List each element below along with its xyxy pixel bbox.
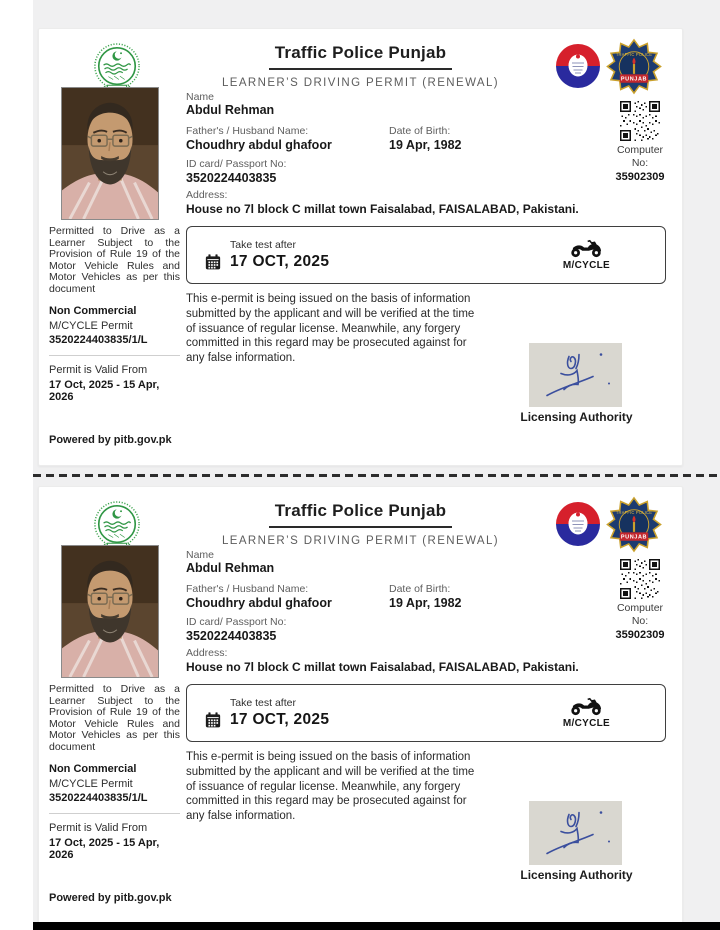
permit-type: M/CYCLE Permit xyxy=(49,319,133,332)
idcard-value: 3520224403835 xyxy=(186,629,277,643)
address-label: Address: xyxy=(186,647,228,659)
validity-label: Permit is Valid From xyxy=(49,363,148,376)
permit-category: Non Commercial xyxy=(49,304,137,317)
disclaimer-text: This e-permit is being issued on the basis of information submitted by the applicant and will be verified at the time of issuance of regular license. Meanwhile, any forgery committed in this regard may be prosecuted against for any false information. xyxy=(186,293,475,365)
idcard-value: 3520224403835 xyxy=(186,171,277,185)
test-info-box xyxy=(186,684,666,742)
calendar-icon xyxy=(205,254,221,270)
photo xyxy=(61,545,159,678)
badge-punjab-text: PUNJAB xyxy=(620,534,648,541)
dob-label: Date of Birth: xyxy=(389,583,451,595)
page-subtitle: LEARNER’S DRIVING PERMIT (RENEWAL) xyxy=(222,77,499,89)
permission-text: Permitted to Drive as a Learner Subject to the Provision of Rule 19 of the Motor Vehicle Rules and Motor Vehicles as per this document xyxy=(49,225,180,295)
father-value: Choudhry abdul ghafoor xyxy=(186,596,332,610)
qr-code xyxy=(620,101,660,141)
badge-punjab-text: PUNJAB xyxy=(620,76,648,83)
disclaimer-text: This e-permit is being issued on the basis of information submitted by the applicant and will be verified at the time of issuance of regular license. Meanwhile, any forgery committed in this regard may be prosecuted against for any false information. xyxy=(186,751,475,823)
page-title: Traffic Police Punjab xyxy=(269,43,452,70)
dob-value: 19 Apr, 1982 xyxy=(389,596,462,610)
vehicle-type: M/CYCLE xyxy=(562,718,610,729)
name-value: Abdul Rehman xyxy=(186,561,275,575)
computer-no-block xyxy=(601,101,679,183)
dashed-separator xyxy=(33,474,720,477)
computer-no-value: 35902309 xyxy=(615,171,665,183)
sidebar-divider xyxy=(49,813,180,814)
page-subtitle: LEARNER’S DRIVING PERMIT (RENEWAL) xyxy=(222,535,499,547)
test-after-label: Take test after xyxy=(230,239,296,251)
validity-label: Permit is Valid From xyxy=(49,821,148,834)
badge-arc-text: TRAFFIC POLICE xyxy=(615,52,653,58)
computer-no-value: 35902309 xyxy=(615,629,665,641)
address-value: House no 7l block C millat town Faisalabad, FAISALABAD, Pakistani. xyxy=(186,660,579,674)
punjab-police-logo-icon xyxy=(555,501,601,547)
dob-label: Date of Birth: xyxy=(389,125,451,137)
father-label: Father's / Husband Name: xyxy=(186,583,309,595)
punjab-police-logo-icon xyxy=(555,43,601,89)
dob-value: 19 Apr, 1982 xyxy=(389,138,462,152)
permit-card xyxy=(38,486,683,924)
sidebar xyxy=(49,226,180,403)
father-label: Father's / Husband Name: xyxy=(186,125,309,137)
validity-range: 17 Oct, 2025 - 15 Apr, 2026 xyxy=(49,378,160,403)
signature-image xyxy=(529,343,622,407)
traffic-police-badge-icon xyxy=(605,496,663,553)
test-date: 17 OCT, 2025 xyxy=(230,711,330,728)
motorcycle-icon xyxy=(570,239,602,258)
permit-number: 3520224403835/1/L xyxy=(49,791,148,804)
test-date: 17 OCT, 2025 xyxy=(230,253,330,270)
permission-text: Permitted to Drive as a Learner Subject to the Provision of Rule 19 of the Motor Vehicle Rules and Motor Vehicles as per this document xyxy=(49,683,180,753)
motorcycle-icon xyxy=(570,697,602,716)
photo xyxy=(61,87,159,220)
licensing-authority-label: Licensing Authority xyxy=(520,868,633,882)
permit-type: M/CYCLE Permit xyxy=(49,777,133,790)
qr-code xyxy=(620,559,660,599)
badge-arc-text: TRAFFIC POLICE xyxy=(615,510,653,516)
bottom-bar xyxy=(33,922,720,930)
permit-card xyxy=(38,28,683,466)
traffic-police-badge-icon xyxy=(605,38,663,95)
card-slot-2 xyxy=(38,486,683,924)
page-title: Traffic Police Punjab xyxy=(269,501,452,528)
powered-by: Powered by pitb.gov.pk xyxy=(49,434,172,446)
sidebar-divider xyxy=(49,355,180,356)
father-value: Choudhry abdul ghafoor xyxy=(186,138,332,152)
name-label: Name xyxy=(186,91,215,103)
permit-category: Non Commercial xyxy=(49,762,137,775)
computer-no-label: Computer No: xyxy=(616,602,664,627)
idcard-label: ID card/ Passport No: xyxy=(186,158,287,170)
powered-by: Powered by pitb.gov.pk xyxy=(49,892,172,904)
permit-number: 3520224403835/1/L xyxy=(49,333,148,346)
idcard-label: ID card/ Passport No: xyxy=(186,616,287,628)
calendar-icon xyxy=(205,712,221,728)
address-label: Address: xyxy=(186,189,228,201)
address-value: House no 7l block C millat town Faisalabad, FAISALABAD, Pakistani. xyxy=(186,202,579,216)
computer-no-block xyxy=(601,559,679,641)
licensing-authority-label: Licensing Authority xyxy=(520,410,633,424)
card-slot-1 xyxy=(38,28,683,466)
sidebar xyxy=(49,684,180,861)
test-info-box xyxy=(186,226,666,284)
vehicle-type: M/CYCLE xyxy=(562,260,610,271)
name-label: Name xyxy=(186,549,215,561)
test-after-label: Take test after xyxy=(230,697,296,709)
computer-no-label: Computer No: xyxy=(616,144,664,169)
signature-image xyxy=(529,801,622,865)
validity-range: 17 Oct, 2025 - 15 Apr, 2026 xyxy=(49,836,160,861)
name-value: Abdul Rehman xyxy=(186,103,275,117)
